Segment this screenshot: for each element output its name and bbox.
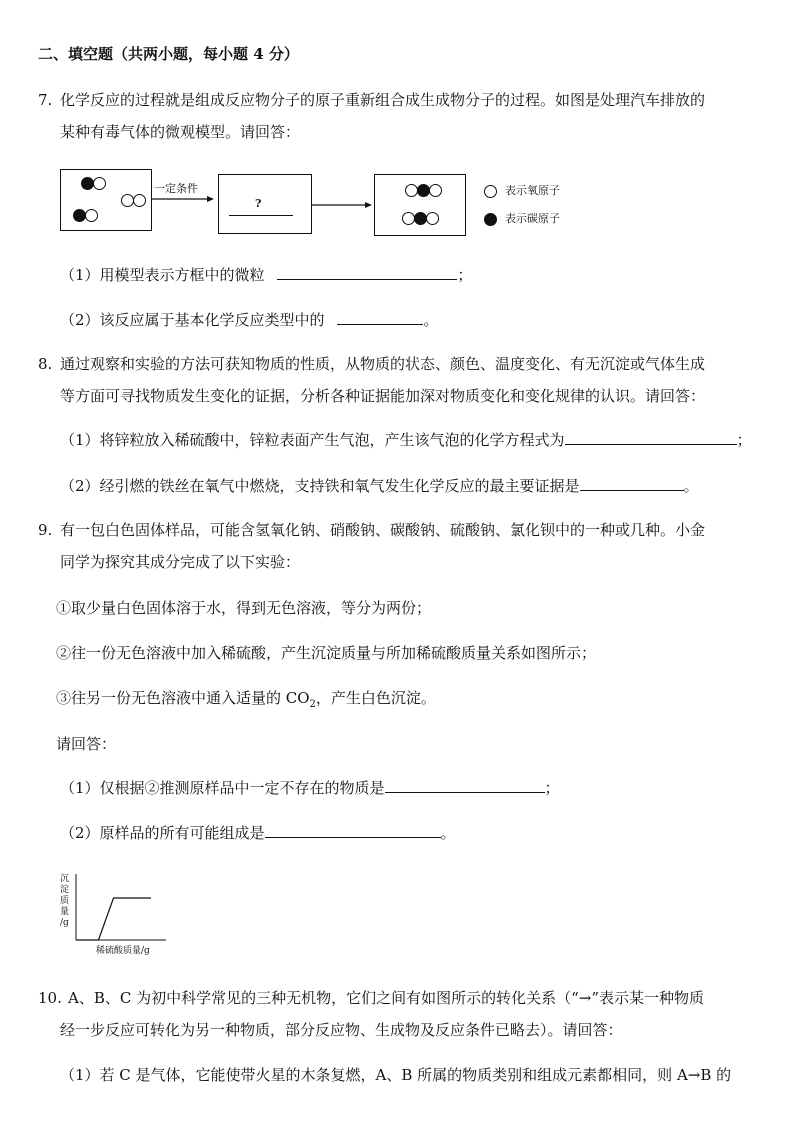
chart-series-line xyxy=(76,898,151,940)
q10-sub1: （1）若 C 是气体，它能使带火星的木条复燃，A、B 所属的物质类别和组成元素都相同，则 A→B 的 xyxy=(60,1066,732,1084)
legend-oxygen-label: 表示氧原子 xyxy=(505,184,560,197)
q7-sub1-end: ； xyxy=(457,266,473,284)
q9-sub1-blank[interactable] xyxy=(385,778,545,793)
q9-sub1 xyxy=(60,778,560,798)
question-mark: ? xyxy=(255,197,262,210)
answer-line xyxy=(229,215,293,216)
q10-line1: A、B、C 为初中科学常见的三种无机物，它们之间有如图所示的转化关系（“→”表示某一种物质 xyxy=(68,989,705,1007)
q9-sub2 xyxy=(60,823,456,843)
q8-number: 8. xyxy=(38,355,53,373)
q9-sub1-text: （1）仅根据②推测原样品中一定不存在的物质是 xyxy=(60,779,385,797)
legend-carbon-label: 表示碳原子 xyxy=(505,212,560,225)
q8-sub2-end: 。 xyxy=(683,477,699,495)
chart-ylabel-char: /g xyxy=(60,918,69,928)
q10-number: 10. xyxy=(38,989,62,1007)
q9-sub2-end: 。 xyxy=(440,824,456,842)
q9-sub2-text: （2）原样品的所有可能组成是 xyxy=(60,824,265,842)
product-box xyxy=(374,174,466,236)
q7-sub2-text: （2）该反应属于基本化学反应类型中的 xyxy=(60,311,325,329)
q7-sub2 xyxy=(60,310,438,330)
chart-ylabel-char: 沉 xyxy=(60,874,70,884)
q9-ask: 请回答： xyxy=(56,735,117,753)
q8-sub1-text: （1）将锌粒放入稀硫酸中，锌粒表面产生气泡，产生该气泡的化学方程式为 xyxy=(60,431,565,449)
oxygen-atom xyxy=(426,212,439,225)
q8-sub1 xyxy=(60,430,752,450)
oxygen-atom xyxy=(429,184,442,197)
q9-sub1-end: ； xyxy=(544,779,560,797)
q7-line1: 化学反应的过程就是组成反应物分子的原子重新组合成生成物分子的过程。如图是处理汽车排放的 xyxy=(60,91,706,109)
q8-sub2-text: （2）经引燃的铁丝在氧气中燃烧，支持铁和氧气发生化学反应的最主要证据是 xyxy=(60,477,580,495)
q8-line2: 等方面可寻找物质发生变化的证据，分析各种证据能加深对物质变化和变化规律的认识。请回答： xyxy=(60,387,706,405)
q7-number: 7. xyxy=(38,91,53,109)
q9-number: 9. xyxy=(38,521,53,539)
q9-step3-subscript: 2 xyxy=(309,699,316,710)
q9-line1: 有一包白色固体样品，可能含氢氧化钠、硝酸钠、碳酸钠、硫酸钠、氯化钡中的一种或几种。小金 xyxy=(60,521,706,539)
section-title: 二、填空题（共两小题，每小题 4 分） xyxy=(38,45,299,63)
q9-line2: 同学为探究其成分完成了以下实验： xyxy=(60,553,301,571)
q9-step2: ②往一份无色溶液中加入稀硫酸，产生沉淀质量与所加稀硫酸质量关系如图所示； xyxy=(56,644,597,662)
q8-line1: 通过观察和实验的方法可获知物质的性质，从物质的状态、颜色、温度变化、有无沉淀或气体生成 xyxy=(60,355,706,373)
q7-sub1-text: （1）用模型表示方框中的微粒 xyxy=(60,266,265,284)
q8-sub2 xyxy=(60,476,699,496)
q9-sub2-blank[interactable] xyxy=(265,823,441,838)
q7-sub2-end: 。 xyxy=(423,311,439,329)
q9-step3-part2: ，产生白色沉淀。 xyxy=(315,689,436,707)
q9-step3-part1: ③往另一份无色溶液中通入适量的 CO xyxy=(56,689,310,707)
chart-ylabel-char: 质 xyxy=(60,896,70,906)
chart-plot xyxy=(70,870,180,950)
q7-sub1-blank[interactable] xyxy=(277,265,457,280)
q8-sub1-end: ； xyxy=(736,431,752,449)
chart-ylabel-char: 淀 xyxy=(60,885,70,895)
condition-label: 一定条件 xyxy=(154,182,198,195)
q7-sub2-blank[interactable] xyxy=(337,310,423,325)
legend-oxygen-icon xyxy=(484,185,497,198)
chart-ylabel-char: 量 xyxy=(60,907,70,917)
q9-step3 xyxy=(56,688,436,715)
q7-sub1 xyxy=(60,265,472,285)
chart-xlabel: 稀硫酸质量/g xyxy=(96,946,150,956)
q8-sub2-blank[interactable] xyxy=(580,476,684,491)
unknown-particle-box xyxy=(218,174,312,234)
legend-carbon-icon xyxy=(484,213,497,226)
q9-step1: ①取少量白色固体溶于水，得到无色溶液，等分为两份； xyxy=(56,599,432,617)
q10-line2: 经一步反应可转化为另一种物质，部分反应物、生成物及反应条件已略去）。请回答： xyxy=(60,1021,623,1039)
q7-line2: 某种有毒气体的微观模型。请回答： xyxy=(60,123,301,141)
q8-sub1-blank[interactable] xyxy=(565,430,737,445)
